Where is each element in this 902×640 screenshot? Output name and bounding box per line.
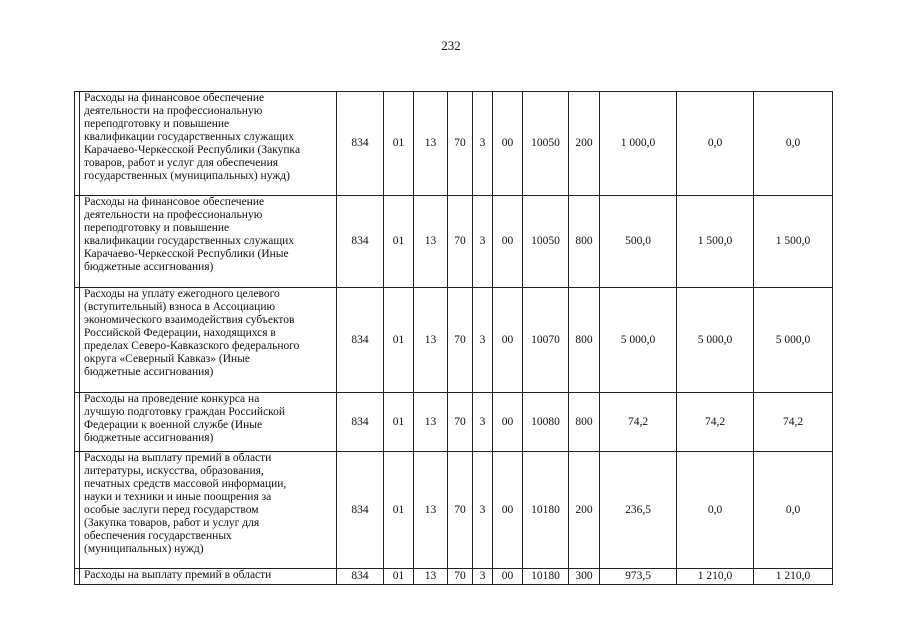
amount-year3-cell: 0,0: [754, 452, 833, 569]
target-code-2-cell: 3: [473, 569, 493, 585]
description-line: науки и техники и иные поощрения за: [84, 491, 272, 503]
description-cell: [80, 288, 337, 393]
amount-year2-cell: 5 000,0: [677, 288, 754, 393]
table-row: [75, 452, 833, 569]
ved-cell: 834: [337, 196, 384, 288]
subsection-cell: 13: [414, 288, 448, 393]
subsection-cell: 13: [414, 452, 448, 569]
target-code-4-cell: 10180: [523, 569, 569, 585]
target-code-2-cell: 3: [473, 92, 493, 196]
expense-type-cell: 800: [569, 393, 600, 452]
description-cell: [80, 452, 337, 569]
ved-cell: 834: [337, 92, 384, 196]
budget-table: [74, 91, 833, 585]
description-line: Расходы на проведение конкурса на: [84, 393, 260, 405]
description-line: обеспечения государственных: [84, 530, 232, 542]
description-line: округа «Северный Кавказ» (Иные: [84, 353, 251, 365]
amount-year1-cell: 5 000,0: [600, 288, 677, 393]
amount-year2-cell: 74,2: [677, 393, 754, 452]
description-line: (муниципальных) нужд): [84, 543, 204, 555]
description-line: государственных (муниципальных) нужд): [84, 170, 290, 182]
amount-year3-cell: 1 500,0: [754, 196, 833, 288]
section-cell: 01: [384, 393, 414, 452]
amount-year1-cell: 500,0: [600, 196, 677, 288]
section-cell: 01: [384, 569, 414, 585]
table-row: [75, 393, 833, 452]
description-line: Расходы на финансовое обеспечение: [84, 196, 265, 208]
amount-year1-cell: 236,5: [600, 452, 677, 569]
description-line: бюджетные ассигнования): [84, 366, 214, 378]
target-code-4-cell: 10050: [523, 196, 569, 288]
amount-year2-cell: 0,0: [677, 92, 754, 196]
description-line: Расходы на выплату премий в области: [84, 452, 272, 464]
ved-cell: 834: [337, 393, 384, 452]
description-line: экономического взаимодействия субъектов: [84, 314, 295, 326]
description-line: бюджетные ассигнования): [84, 261, 214, 273]
target-code-3-cell: 00: [493, 452, 523, 569]
amount-year3-cell: 5 000,0: [754, 288, 833, 393]
amount-year3-cell: 74,2: [754, 393, 833, 452]
description-line: Российской Федерации, находящихся в: [84, 327, 276, 339]
expense-type-cell: 800: [569, 288, 600, 393]
description-line: (вступительный) взноса в Ассоциацию: [84, 301, 276, 313]
amount-year1-cell: 1 000,0: [600, 92, 677, 196]
target-code-1-cell: 70: [448, 196, 473, 288]
description-line: квалификации государственных служащих: [84, 235, 295, 247]
expense-type-cell: 800: [569, 196, 600, 288]
description-line: товаров, работ и услуг для обеспечения: [84, 157, 279, 169]
ved-cell: 834: [337, 569, 384, 585]
subsection-cell: 13: [414, 92, 448, 196]
description-cell: [80, 196, 337, 288]
target-code-3-cell: 00: [493, 393, 523, 452]
description-cell: [80, 569, 337, 585]
section-cell: 01: [384, 196, 414, 288]
amount-year3-cell: 1 210,0: [754, 569, 833, 585]
expense-type-cell: 200: [569, 452, 600, 569]
target-code-2-cell: 3: [473, 196, 493, 288]
description-line: Карачаево-Черкесской Республики (Иные: [84, 248, 289, 260]
table-body: [75, 92, 833, 585]
target-code-4-cell: 10050: [523, 92, 569, 196]
amount-year1-cell: 973,5: [600, 569, 677, 585]
description-line: Расходы на финансовое обеспечение: [84, 92, 265, 104]
description-line: лучшую подготовку граждан Российской: [84, 406, 286, 418]
target-code-1-cell: 70: [448, 569, 473, 585]
description-line: пределах Северо-Кавказского федерального: [84, 340, 300, 352]
description-line: (Закупка товаров, работ и услуг для: [84, 517, 260, 529]
description-line: литературы, искусства, образования,: [84, 465, 264, 477]
target-code-3-cell: 00: [493, 92, 523, 196]
table-row: [75, 196, 833, 288]
subsection-cell: 13: [414, 393, 448, 452]
description-line: печатных средств массовой информации,: [84, 478, 287, 490]
target-code-3-cell: 00: [493, 569, 523, 585]
description-line: бюджетные ассигнования): [84, 432, 214, 444]
target-code-4-cell: 10180: [523, 452, 569, 569]
description-cell: [80, 92, 337, 196]
ved-cell: 834: [337, 452, 384, 569]
target-code-2-cell: 3: [473, 393, 493, 452]
description-line: Карачаево-Черкесской Республики (Закупка: [84, 144, 301, 156]
subsection-cell: 13: [414, 196, 448, 288]
description-line: переподготовку и повышение: [84, 118, 230, 130]
description-line: квалификации государственных служащих: [84, 131, 295, 143]
section-cell: 01: [384, 92, 414, 196]
ved-cell: 834: [337, 288, 384, 393]
amount-year2-cell: 1 210,0: [677, 569, 754, 585]
description-line: переподготовку и повышение: [84, 222, 230, 234]
amount-year2-cell: 1 500,0: [677, 196, 754, 288]
subsection-cell: 13: [414, 569, 448, 585]
target-code-3-cell: 00: [493, 196, 523, 288]
target-code-1-cell: 70: [448, 452, 473, 569]
section-cell: 01: [384, 452, 414, 569]
description-cell: [80, 393, 337, 452]
page-number: 232: [441, 38, 461, 53]
expense-type-cell: 300: [569, 569, 600, 585]
target-code-2-cell: 3: [473, 452, 493, 569]
description-line: деятельности на профессиональную: [84, 209, 263, 221]
description-line: Расходы на уплату ежегодного целевого: [84, 288, 280, 300]
description-line: Расходы на выплату премий в области: [84, 569, 272, 581]
table-row: [75, 288, 833, 393]
amount-year2-cell: 0,0: [677, 452, 754, 569]
target-code-4-cell: 10080: [523, 393, 569, 452]
amount-year1-cell: 74,2: [600, 393, 677, 452]
target-code-2-cell: 3: [473, 288, 493, 393]
target-code-1-cell: 70: [448, 92, 473, 196]
description-line: деятельности на профессиональную: [84, 105, 263, 117]
expense-type-cell: 200: [569, 92, 600, 196]
target-code-4-cell: 10070: [523, 288, 569, 393]
target-code-1-cell: 70: [448, 393, 473, 452]
target-code-3-cell: 00: [493, 288, 523, 393]
amount-year3-cell: 0,0: [754, 92, 833, 196]
description-line: особые заслуги перед государством: [84, 504, 259, 516]
description-line: Федерации к военной службе (Иные: [84, 419, 263, 431]
table-row: [75, 92, 833, 196]
table-row: [75, 569, 833, 585]
section-cell: 01: [384, 288, 414, 393]
target-code-1-cell: 70: [448, 288, 473, 393]
